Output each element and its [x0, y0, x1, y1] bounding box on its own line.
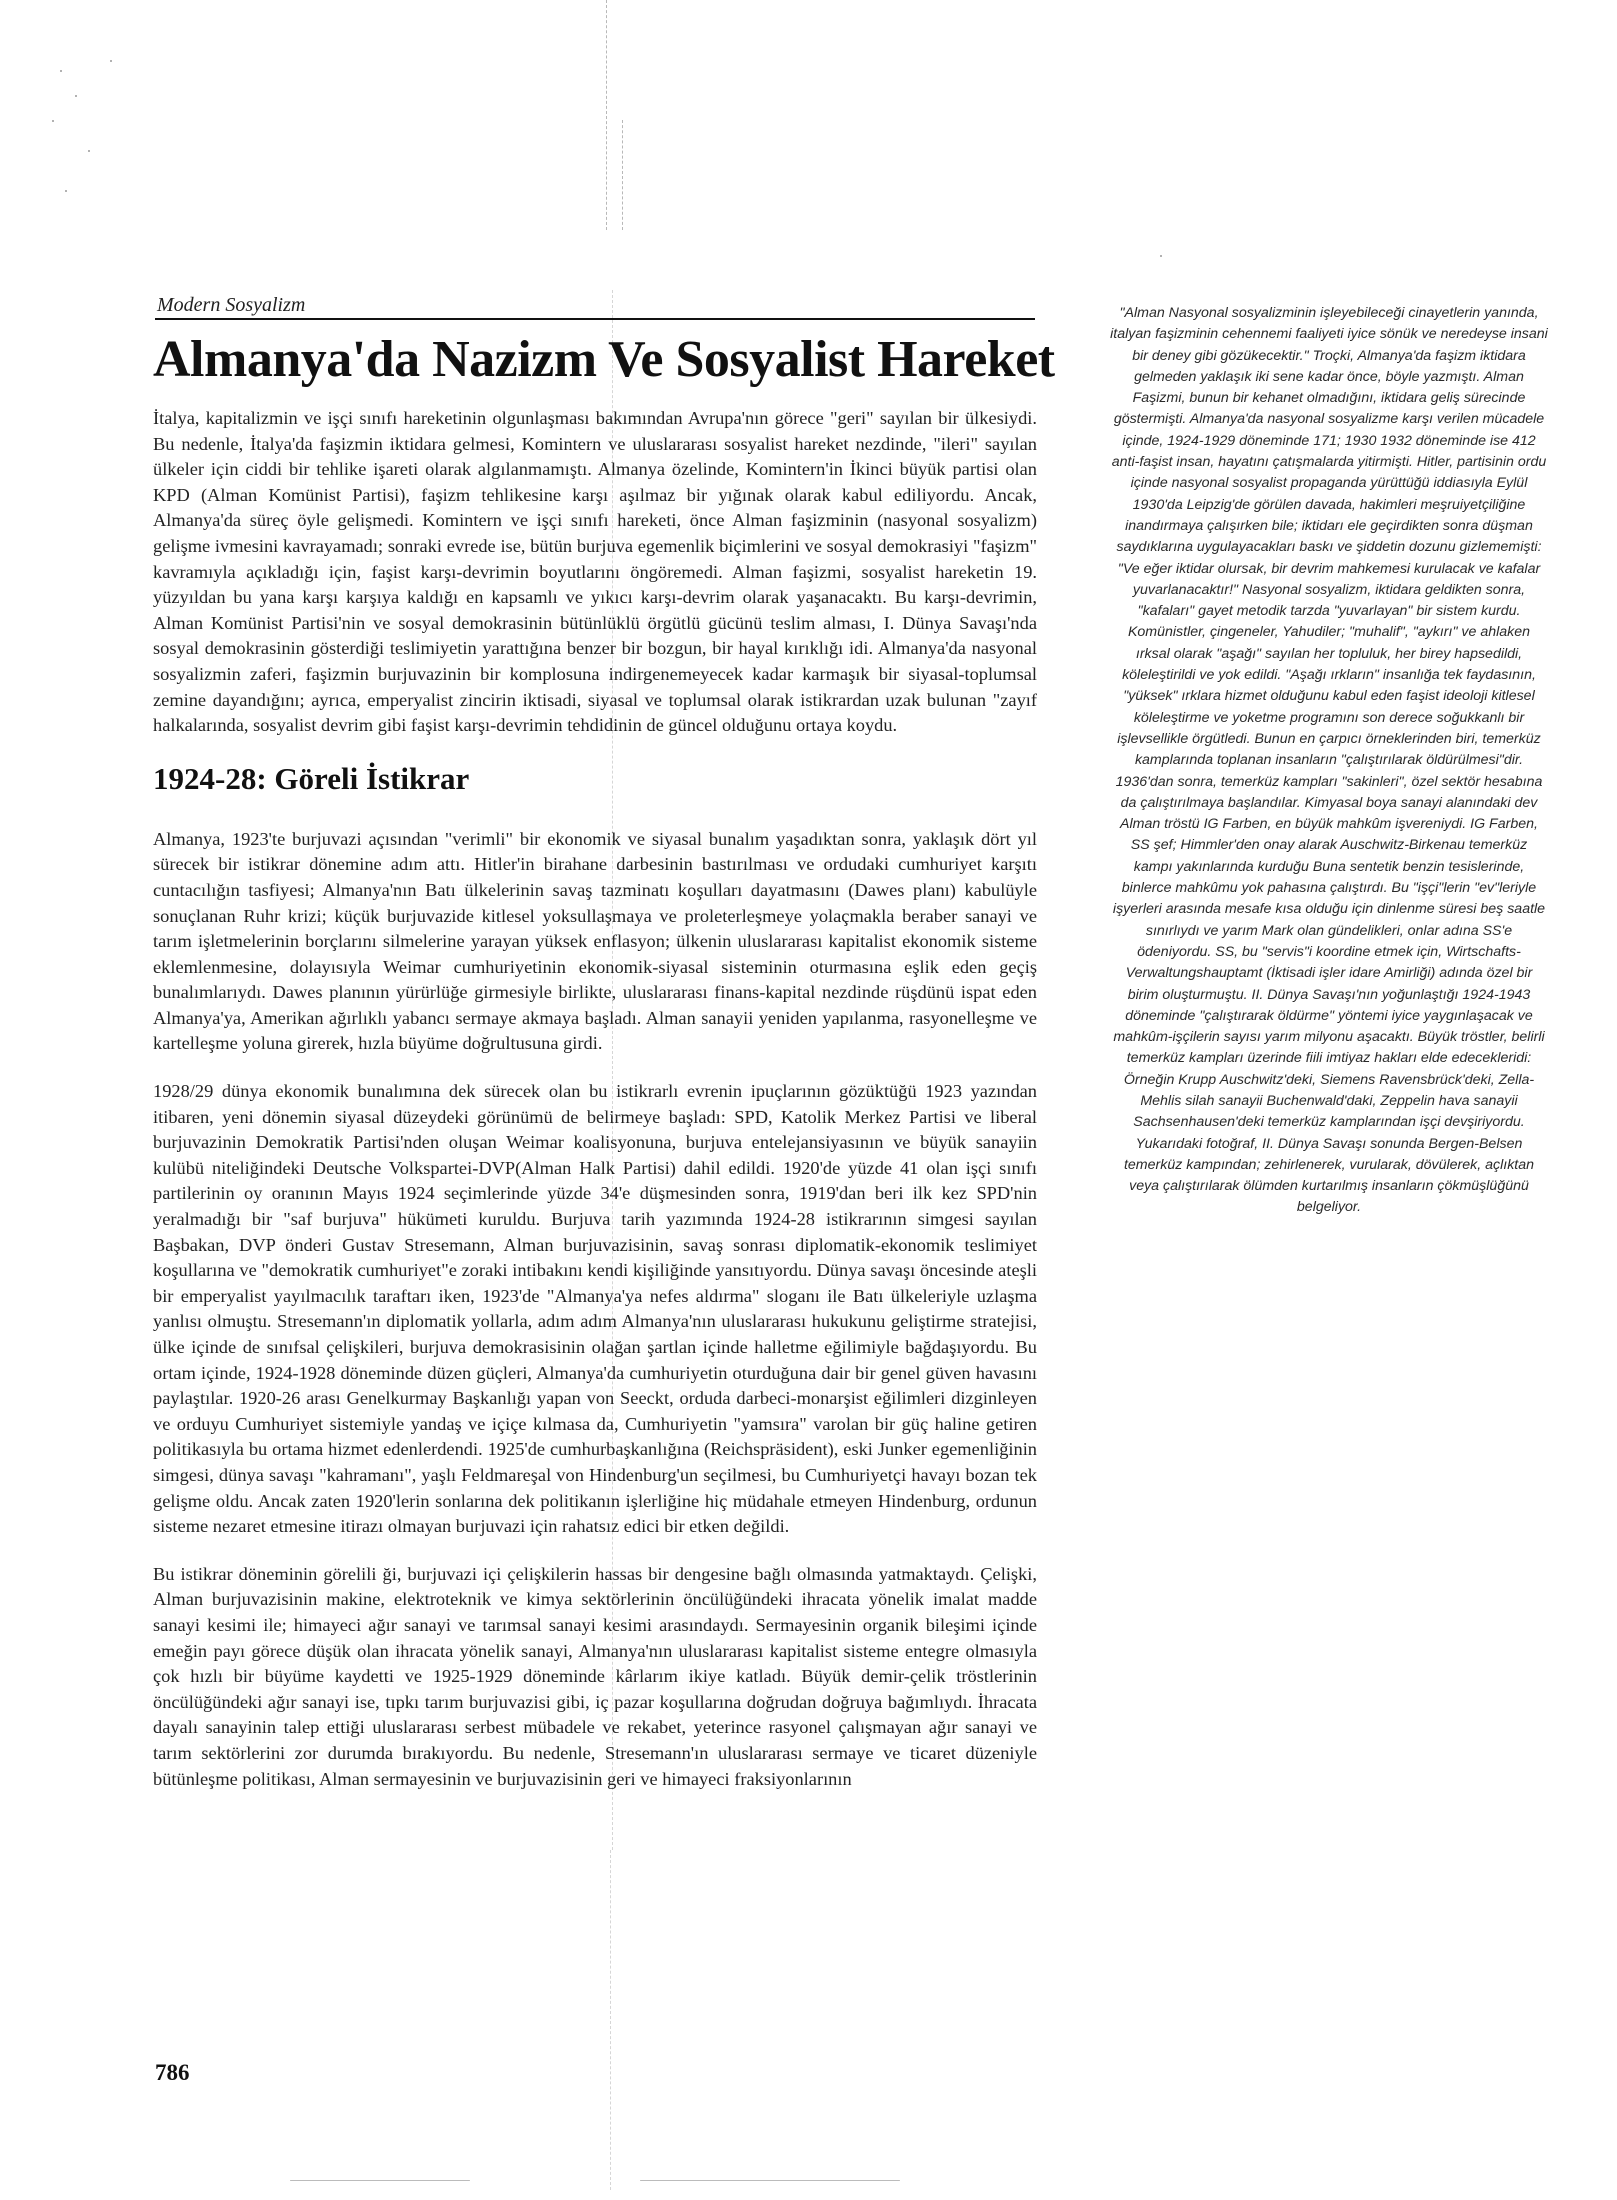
scan-speck: [88, 150, 90, 152]
scan-artifact-line: [610, 1850, 611, 2190]
scan-speck: [75, 95, 77, 97]
scan-artifact-line: [606, 0, 607, 230]
page-number: 786: [155, 2060, 190, 2085]
scan-speck: [640, 2180, 900, 2181]
article-title: Almanya'da Nazizm Ve Sosyalist Hareket: [153, 331, 1055, 388]
scan-speck: [1160, 255, 1162, 257]
section-label: Modern Sosyalizm: [157, 294, 306, 316]
scan-speck: [65, 190, 67, 192]
scan-speck: [52, 120, 54, 122]
scan-speck: [290, 2180, 470, 2181]
subheading: 1924-28: Göreli İstikrar: [153, 760, 470, 796]
article-body: [153, 400, 1037, 1792]
article-paragraph: 1928/29 dünya ekonomik bunalımına dek sürecek olan bu istikrarlı evrenin ipuçlarının gözüktüğü 1923 yazından itibaren, yeni dönemin siyasal düzeydeki görünümü de belirmeye başladı: SPD, Katolik Merkez Partisi ve liberal burjuvazinin Demokratik Partisi'nden oluşan Weimar koalisyonuna, burjuva entelejansiyasının ve büyük sanayiin kulübü niteliğindeki Deutsche Volkspartei-DVP(Alman Halk Partisi) dahil edildi. 1920'de yüzde 41 olan işçi sınıfı partilerinin oy oranının Mayıs 1924 seçimlerinde yüzde 34'e düşmesinden sonra, 1919'dan beri ilk kez SPD'nin yeralmadığı bir "saf burjuva" hükümeti kuruldu. Burjuva tarih yazımında 1924-28 istikrarının simgesi sayılan Başbakan, DVP önderi Gustav Stresemann, Alman burjuvazisinin, savaş sonrası diplomatik-ekonomik teslimiyet koşullarına ve "demokratik cumhuriyet"e zoraki intibakını kendi kişiliğinde yansıtıyordu. Dünya savaşı öncesinde ateşli bir emperyalist yayılmacılık taraftarı iken, 1923'de "Almanya'ya nefes aldırma" sloganı ile Batı ülkeleriyle uzlaşma yanlısı olmuştu. Stresemann'ın diplomatik yollarla, adım adım Almanya'nın uluslararası hukukunu geliştirme stratejisi, ülke içinde de sınıfsal çelişkileri, burjuva demokrasisinin olağan şartlan içinde halletme eğilimiyle bağdaşıyordu. Bu ortam içinde, 1924-1928 döneminde düzen güçleri, Almanya'da cumhuriyetin oturduğuna dair bir genel güven havasını paylaştılar. 1920-26 arası Genelkurmay Başkanlığı yapan von Seeckt, orduda darbeci-monarşist eğilimleri dizginleyen ve orduyu Cumhuriyet sistemiyle yandaş ve içiçe kılmasa da, Cumhuriyetin "yamsıra" varolan bir güç haline getiren politikasıyla bu ortama hizmet edenlerdendi. 1925'de cumhurbaşkanlığına (Reichspräsident), eski Junker egemenliğinin simgesi, dünya savaşı "kahramanı", yaşlı Feldmareşal von Hindenburg'un seçilmesi, bu Cumhuriyetçi havayı bozan tek gelişme oldu. Ancak zaten 1920'lerin sonlarına dek politikanın işlerliğine hiç müdahale etmeyen Hindenburg, ordunun sisteme nezaret etmesine itirazı olmayan burjuvazi için rahatsız edici bir etken değildi.: [153, 1081, 1037, 1537]
article-paragraph: İtalya, kapitalizmin ve işçi sınıfı hareketinin olgunlaşması bakımından Avrupa'nın görece "geri" sayılan bir ülkesiydi. Bu nedenle, İtalya'da faşizmin iktidara gelmesi, Komintern ve uluslararası sosyalist hareket nezdinde, "ileri" sayılan ülkeler için ciddi bir tehlike işareti olarak algılanmamıştı. Almanya özelinde, Komintern'in İkinci büyük partisi olan KPD (Alman Komünist Partisi), faşizm tehlikesine karşı aşılmaz bir yığınak olarak kabul ediliyordu. Ancak, Almanya'da süreç öyle gelişmedi. Komintern ve işçi sınıfı hareketi, önce Alman faşizminin (nasyonal sosyalizm) gelişme ivmesini kavrayamadı; sonraki evrede ise, bütün burjuva egemenlik biçimlerini ve sosyal demokrasiyi "faşizm" kavramıyla açıkladığı için, faşist karşı-devrimin boyutlarını öngöremedi. Alman faşizmi, sosyalist hareketin 19. yüzyıldan bu yana karşı karşıya kaldığı en kapsamlı ve yıkıcı karşı-devrim olarak yaşanacaktı. Bu karşı-devrimin, Alman Komünist Partisi'nin ve sosyal demokrasinin bütünlüklü örgütlü gücünü teslim alması, I. Dünya Savaşı'nda sosyal demokrasinin gösterdiği teslimiyetin yarattığına benzer bir bozgun, bir hayal kırıklığı idi. Almanya'da nasyonal sosyalizmin zaferi, faşizmin burjuvazinin bir komplosuna indirgenemeyecek kadar karmaşık bir siyasal-toplumsal zemine dayandığını; ayrıca, emperyalist zincirin iktisadi, siyasal ve toplumsal olarak istikrardan uzak bulunan "zayıf halkalarında, sosyalist devrim gibi faşist karşı-devrimin tehdidinin de güncel olduğunu ortaya koydu.: [153, 408, 1037, 736]
scan-artifact-line: [622, 120, 623, 230]
article-paragraph: Bu istikrar döneminin görelili ği, burjuvazi içi çelişkilerin hassas bir dengesine bağlı olmasında yatmaktaydı. Çelişki, Alman burjuvazisinin makine, elektroteknik ve kimya sektörlerinin öncülüğündeki ihracata yönelik imalat madde sanayi kesimi ile; himayeci ağır sanayi ve tarımsal sanayi kesimi arasındaydı. Sermayesinin organik bileşimi içinde emeğin payı görece düşük olan ihracata yönelik sanayi, Almanya'nın uluslararası kapitalist sisteme entegre olmasıyla çok hızlı bir büyüme kaydetti ve 1925-1929 döneminde kârlarım ikiye katladı. Büyük demir-çelik tröstlerinin öncülüğündeki ağır sanayi ise, tıpkı tarım burjuvazisi gibi, iç pazar koşullarına doğrudan doğruya bağımlıydı. İhracata dayalı sanayinin talep ettiği uluslararası serbest mübadele ve rekabet, yeterince rasyonel çalışmayan ağır sanayi ve tarım sektörlerini zor durumda bırakıyordu. Bu nedenle, Stresemann'ın uluslararası sermaye ve ticaret düzeniyle bütünleşme politikası, Alman sermayesinin ve burjuvazisinin geri ve himayeci fraksiyonlarının: [153, 1563, 1037, 1789]
article-paragraph: Almanya, 1923'te burjuvazi açısından "verimli" bir ekonomik ve siyasal bunalım yaşadıktan sonra, yaklaşık dört yıl sürecek bir istikrar dönemine adım attı. Hitler'in birahane darbesinin bastırılması ve ordudaki cumhuriyet karşıtı cuntacılığın tasfiyesi; Almanya'nın Batı ülkelerinin savaş tazminatı koşulları dayatmasını (Dawes planı) kabulüyle sonuçlanan Ruhr krizi; küçük burjuvazide kitlesel yoksullaşmaya ve proleterleşmeye yolaçmakla beraber sanayi ve tarım işletmelerinin borçlarını silmelerine yarayan yüksek enflasyon; ülkenin uluslararası kapitalist ekonomik sisteme eklemlenmesine, dolayısıyla Weimar cumhuriyetinin ekonomik-siyasal sisteminin oturmasına eşlik eden geçiş bunalımlarıydı. Dawes planının yürürlüğe girmesiyle birlikte, uluslararası finans-kapital nezdinde rüşdünü ispat eden Almanya'ya, Amerikan ağırlıklı yabancı sermaye akmaya başladı. Alman sanayii yeniden yapılanma, rasyonelleşme ve kartelleşme yoluna girerek, hızla büyüme doğrultusuna girdi.: [153, 828, 1037, 1054]
scan-speck: [60, 70, 62, 72]
header-rule: [155, 318, 1035, 320]
photo-caption: "Alman Nasyonal sosyalizminin işleyebileceği cinayetlerin yanında, italyan faşizminin cehennemi faaliyeti iyice sönük ve neredeyse insani bir deney gibi gözükecektir." Troçki, Almanya'da faşizm iktidara gelmeden yaklaşık iki sene kadar önce, böyle yazmıştı. Alman Faşizmi, bunun bir kehanet olmadığını, iktidara geliş sürecinde göstermişti. Almanya'da nasyonal sosyalizme karşı verilen mücadele içinde, 1924-1929 döneminde 171; 1930 1932 döneminde ise 412 anti-faşist insan, hayatını çatışmalarda yitirmişti. Hitler, partisinin ordu içinde nasyonal sosyalist propaganda yürüttüğü iddiasıyla Eylül 1930'da Leipzig'de görülen davada, hakimleri meşruiyetçiliğine inandırmaya çalışırken bile; iktidarı ele geçirdikten sonra düşman saydıklarına uygulayacakları baskı ve şiddetin dozunu gizlememişti: "Ve eğer iktidar olursak, bir devrim mahkemesi kurulacak ve kafalar yuvarlanacaktır!" Nasyonal sosyalizm, iktidara geldikten sonra, "kafaları" gayet metodik tarzda "yuvarlayan" bir sistem kurdu. Komünistler, çingeneler, Yahudiler; "muhalif", "aykırı" ve ahlaken ırksal olarak "aşağı" sayılan her topluluk, her birey hapsedildi, köleleştirildi ve yok edildi. "Aşağı ırkların" insanlığa tek faydasının, "yüksek" ırklara hizmet olduğunu kabul eden faşist ideoloji kitlesel köleleştirme ve yoketme programını son derece soğukkanlı bir işlevsellikle örgütledi. Bunun en çarpıcı örneklerinden biri, temerküz kamplarında toplanan insanların "çalıştırılarak öldürülmesi"dir. 1936'dan sonra, temerküz kampları "sakinleri", özel sektör hesabına da çalıştırılmaya başlandılar. Kimyasal boya sanayi alanındaki dev Alman tröstü IG Farben, en büyük mahkûm işvereniydi. IG Farben, SS şef; Himmler'den onay alarak Auschwitz-Birkenau temerküz kampı yakınlarında kurduğu Buna sentetik benzin tesislerinde, binlerce mahkûmu yok pahasına çalıştırdı. Bu "işçi"lerin "ev"leriyle işyerleri arasında mesafe kısa olduğu için dinlenme süresi beş saatle sınırlıydı ve yarım Mark olan gündelikleri, onlar adına SS'e ödeniyordu. SS, bu "servis"i koordine etmek için, Wirtschafts-Verwaltungshauptamt (İktisadi işler idare Amirliği) adında özel bir birim oluşturmuştu. II. Dünya Savaşı'nın yoğunlaştığı 1924-1943 döneminde "çalıştırarak öldürme" yöntemi iyice yaygınlaşacak ve mahkûm-işçilerin sayısı yarım milyonu aşacaktı. Büyük tröstler, belirli temerküz kampları üzerinde fiili imtiyaz hakları elde edecekleridi: Örneğin Krupp Auschwitz'deki, Siemens Ravensbrück'deki, Zella-Mehlis silah sanayii Buchenwald'daki, Zeppelin hava sanayii Sachsenhausen'deki temerküz kamplarından işçi devşiriyordu. Yukarıdaki fotoğraf, II. Dünya Savaşı sonunda Bergen-Belsen temerküz kampından; zehirlenerek, vurularak, dövülerek, açlıktan veya çalıştırılarak ölümden kurtarılmış insanların çökmüşlüğünü belgeliyor.: [1110, 305, 1548, 1216]
scan-speck: [110, 60, 112, 62]
